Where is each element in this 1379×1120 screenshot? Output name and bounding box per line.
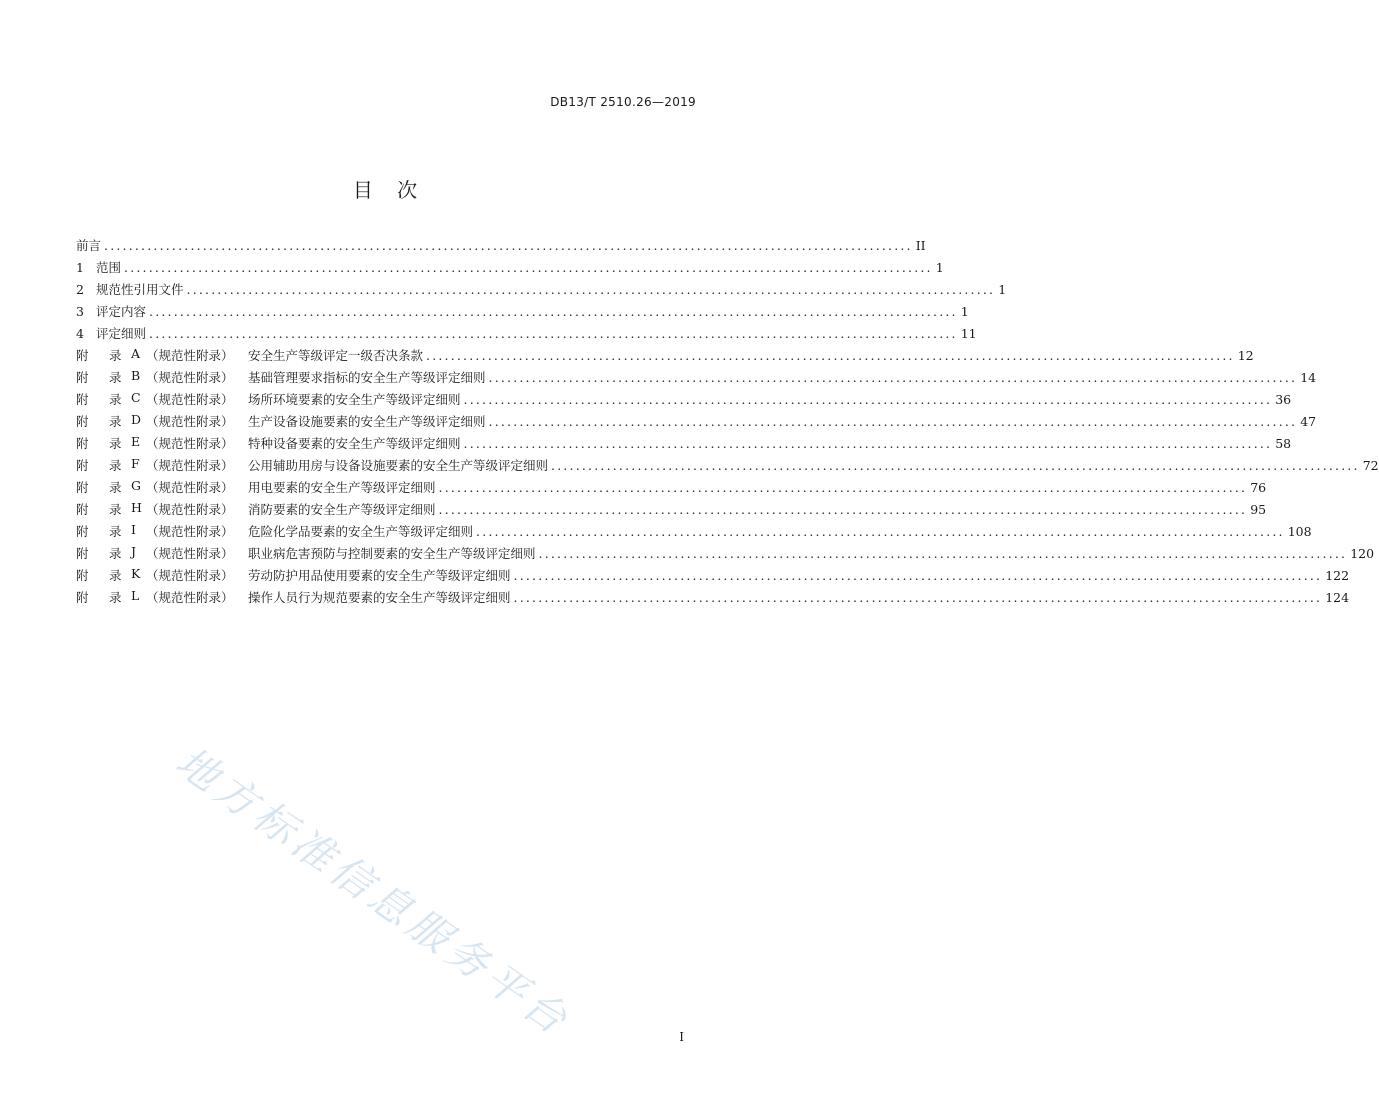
appendix-type: （规范性附录） xyxy=(146,546,234,561)
appendix-word-1: 附 xyxy=(76,568,89,583)
toc-leader-dots: ................................................................................................................................... xyxy=(426,348,1235,363)
toc-entry-section-3[interactable] xyxy=(76,302,969,324)
toc-entry-page: 95 xyxy=(1250,502,1267,517)
appendix-type: （规范性附录） xyxy=(146,590,234,605)
appendix-word-2: 录 xyxy=(109,502,122,517)
toc-entry-appendix-b[interactable] xyxy=(76,368,1317,390)
toc-entry-label: 劳动防护用品使用要素的安全生产等级评定细则 xyxy=(248,568,511,583)
appendix-prefix xyxy=(76,478,248,496)
toc-entry-section-1[interactable] xyxy=(76,258,944,280)
appendix-letter: L xyxy=(131,588,140,603)
toc-entry-label: 前言 xyxy=(76,238,102,253)
appendix-word-1: 附 xyxy=(76,414,89,429)
appendix-letter: B xyxy=(131,368,141,383)
appendix-prefix xyxy=(76,544,248,562)
appendix-prefix xyxy=(76,412,248,430)
toc-entry-preface[interactable] xyxy=(76,236,926,258)
appendix-prefix xyxy=(76,522,248,540)
toc-entry-label: 安全生产等级评定一级否决条款 xyxy=(248,348,424,363)
toc-entry-label: 消防要素的安全生产等级评定细则 xyxy=(248,502,436,517)
appendix-word-1: 附 xyxy=(76,480,89,495)
toc-entry-page: 11 xyxy=(960,326,977,341)
toc-entry-appendix-a[interactable] xyxy=(76,346,1254,368)
toc-leader-dots: ................................................................................................................................... xyxy=(513,590,1323,605)
toc-leader-dots: ................................................................................................................................... xyxy=(149,326,958,341)
toc-entry-page: 122 xyxy=(1325,568,1350,583)
appendix-prefix xyxy=(76,456,248,474)
toc-entry-page: 36 xyxy=(1275,392,1292,407)
appendix-word-2: 录 xyxy=(109,370,122,385)
appendix-type: （规范性附录） xyxy=(146,524,234,539)
appendix-letter: J xyxy=(131,544,137,559)
appendix-prefix xyxy=(76,368,248,386)
toc-entry-number: 2 xyxy=(76,282,84,297)
toc-leader-dots: ................................................................................................................................... xyxy=(186,282,996,297)
appendix-letter: A xyxy=(131,346,141,361)
toc-entry-page: 14 xyxy=(1300,370,1317,385)
watermark: 地方标准信息服务平台 xyxy=(167,737,580,1047)
appendix-prefix xyxy=(76,346,248,364)
appendix-word-2: 录 xyxy=(109,480,122,495)
appendix-letter: H xyxy=(131,500,142,515)
appendix-word-1: 附 xyxy=(76,502,89,517)
toc-entry-page: 124 xyxy=(1325,590,1350,605)
page-title xyxy=(0,174,770,203)
toc-leader-dots: ................................................................................................................................... xyxy=(513,568,1323,583)
toc-entry-number: 3 xyxy=(76,304,84,319)
toc-entry-number: 1 xyxy=(76,260,84,275)
toc-entry-label: 场所环境要素的安全生产等级评定细则 xyxy=(248,392,461,407)
title-char-2: 次 xyxy=(397,178,418,202)
appendix-type: （规范性附录） xyxy=(146,436,234,451)
toc-entry-label: 操作人员行为规范要素的安全生产等级评定细则 xyxy=(248,590,511,605)
appendix-word-2: 录 xyxy=(109,436,122,451)
toc-entry-label: 范围 xyxy=(96,260,122,275)
toc-leader-dots: ................................................................................................................................... xyxy=(463,436,1273,451)
toc-entry-number: 4 xyxy=(76,326,84,341)
toc-entry-appendix-k[interactable] xyxy=(76,566,1350,588)
appendix-letter: C xyxy=(131,390,141,405)
appendix-word-1: 附 xyxy=(76,370,89,385)
toc-entry-label: 评定细则 xyxy=(96,326,147,341)
appendix-letter: I xyxy=(131,522,136,537)
table-of-contents xyxy=(76,236,1379,610)
toc-entry-label: 职业病危害预防与控制要素的安全生产等级评定细则 xyxy=(248,546,536,561)
toc-entry-page: 120 xyxy=(1350,546,1375,561)
appendix-word-2: 录 xyxy=(109,590,122,605)
appendix-type: （规范性附录） xyxy=(146,458,234,473)
page-number: I xyxy=(679,1030,684,1044)
toc-leader-dots: ................................................................................................................................... xyxy=(488,414,1298,429)
toc-entry-appendix-c[interactable] xyxy=(76,390,1292,412)
appendix-type: （规范性附录） xyxy=(146,568,234,583)
appendix-word-2: 录 xyxy=(109,524,122,539)
toc-entry-page: 1 xyxy=(960,304,969,319)
toc-entry-section-4[interactable] xyxy=(76,324,977,346)
toc-entry-page: II xyxy=(915,238,926,253)
appendix-letter: E xyxy=(131,434,141,449)
toc-entry-page: 1 xyxy=(935,260,944,275)
toc-entry-appendix-d[interactable] xyxy=(76,412,1317,434)
toc-leader-dots: ................................................................................................................................... xyxy=(438,480,1248,495)
toc-entry-page: 72 xyxy=(1362,458,1379,473)
appendix-type: （规范性附录） xyxy=(146,392,234,407)
toc-leader-dots: ................................................................................................................................... xyxy=(438,502,1248,517)
toc-entry-label: 危险化学品要素的安全生产等级评定细则 xyxy=(248,524,474,539)
toc-leader-dots: ................................................................................................................................... xyxy=(124,260,933,275)
appendix-type: （规范性附录） xyxy=(146,414,234,429)
toc-entry-appendix-j[interactable] xyxy=(76,544,1375,566)
toc-entry-page: 47 xyxy=(1300,414,1317,429)
toc-leader-dots: ................................................................................................................................... xyxy=(463,392,1273,407)
appendix-word-1: 附 xyxy=(76,392,89,407)
appendix-word-2: 录 xyxy=(109,546,122,561)
appendix-word-2: 录 xyxy=(109,392,122,407)
appendix-letter: F xyxy=(131,456,140,471)
appendix-word-1: 附 xyxy=(76,348,89,363)
appendix-word-2: 录 xyxy=(109,348,122,363)
toc-entry-appendix-e[interactable] xyxy=(76,434,1292,456)
appendix-prefix xyxy=(76,390,248,408)
toc-entry-appendix-g[interactable] xyxy=(76,478,1267,500)
appendix-type: （规范性附录） xyxy=(146,370,234,385)
toc-entry-label: 公用辅助用房与设备设施要素的安全生产等级评定细则 xyxy=(248,458,549,473)
appendix-word-1: 附 xyxy=(76,524,89,539)
appendix-word-1: 附 xyxy=(76,590,89,605)
toc-entry-label: 用电要素的安全生产等级评定细则 xyxy=(248,480,436,495)
appendix-letter: G xyxy=(131,478,141,493)
toc-entry-appendix-h[interactable] xyxy=(76,500,1267,522)
appendix-prefix xyxy=(76,566,248,584)
toc-entry-page: 12 xyxy=(1237,348,1254,363)
appendix-type: （规范性附录） xyxy=(146,502,234,517)
toc-leader-dots: ................................................................................................................................... xyxy=(551,458,1360,473)
toc-leader-dots: ................................................................................................................................... xyxy=(104,238,913,253)
toc-entry-appendix-i[interactable] xyxy=(76,522,1312,544)
toc-leader-dots: ................................................................................................................................... xyxy=(538,546,1348,561)
toc-entry-appendix-l[interactable] xyxy=(76,588,1350,610)
toc-entry-label: 评定内容 xyxy=(96,304,147,319)
toc-entry-appendix-f[interactable] xyxy=(76,456,1379,478)
appendix-type: （规范性附录） xyxy=(146,480,234,495)
appendix-word-2: 录 xyxy=(109,568,122,583)
document-code: DB13/T 2510.26—2019 xyxy=(550,95,696,109)
toc-entry-page: 76 xyxy=(1250,480,1267,495)
appendix-prefix xyxy=(76,588,248,606)
appendix-prefix xyxy=(76,434,248,452)
toc-entry-label: 生产设备设施要素的安全生产等级评定细则 xyxy=(248,414,486,429)
appendix-word-2: 录 xyxy=(109,458,122,473)
appendix-type: （规范性附录） xyxy=(146,348,234,363)
appendix-word-1: 附 xyxy=(76,436,89,451)
toc-leader-dots: ................................................................................................................................... xyxy=(476,524,1285,539)
appendix-letter: K xyxy=(131,566,141,581)
toc-entry-label: 基础管理要求指标的安全生产等级评定细则 xyxy=(248,370,486,385)
toc-entry-label: 特种设备要素的安全生产等级评定细则 xyxy=(248,436,461,451)
appendix-word-1: 附 xyxy=(76,458,89,473)
appendix-prefix xyxy=(76,500,248,518)
toc-leader-dots: ................................................................................................................................... xyxy=(149,304,958,319)
toc-entry-label: 规范性引用文件 xyxy=(96,282,184,297)
toc-entry-page: 58 xyxy=(1275,436,1292,451)
toc-entry-page: 1 xyxy=(998,282,1007,297)
toc-leader-dots: ................................................................................................................................... xyxy=(488,370,1298,385)
toc-entry-page: 108 xyxy=(1287,524,1312,539)
appendix-word-1: 附 xyxy=(76,546,89,561)
title-char-1: 目 xyxy=(352,178,373,202)
toc-entry-section-2[interactable] xyxy=(76,280,1007,302)
appendix-letter: D xyxy=(131,412,142,427)
appendix-word-2: 录 xyxy=(109,414,122,429)
